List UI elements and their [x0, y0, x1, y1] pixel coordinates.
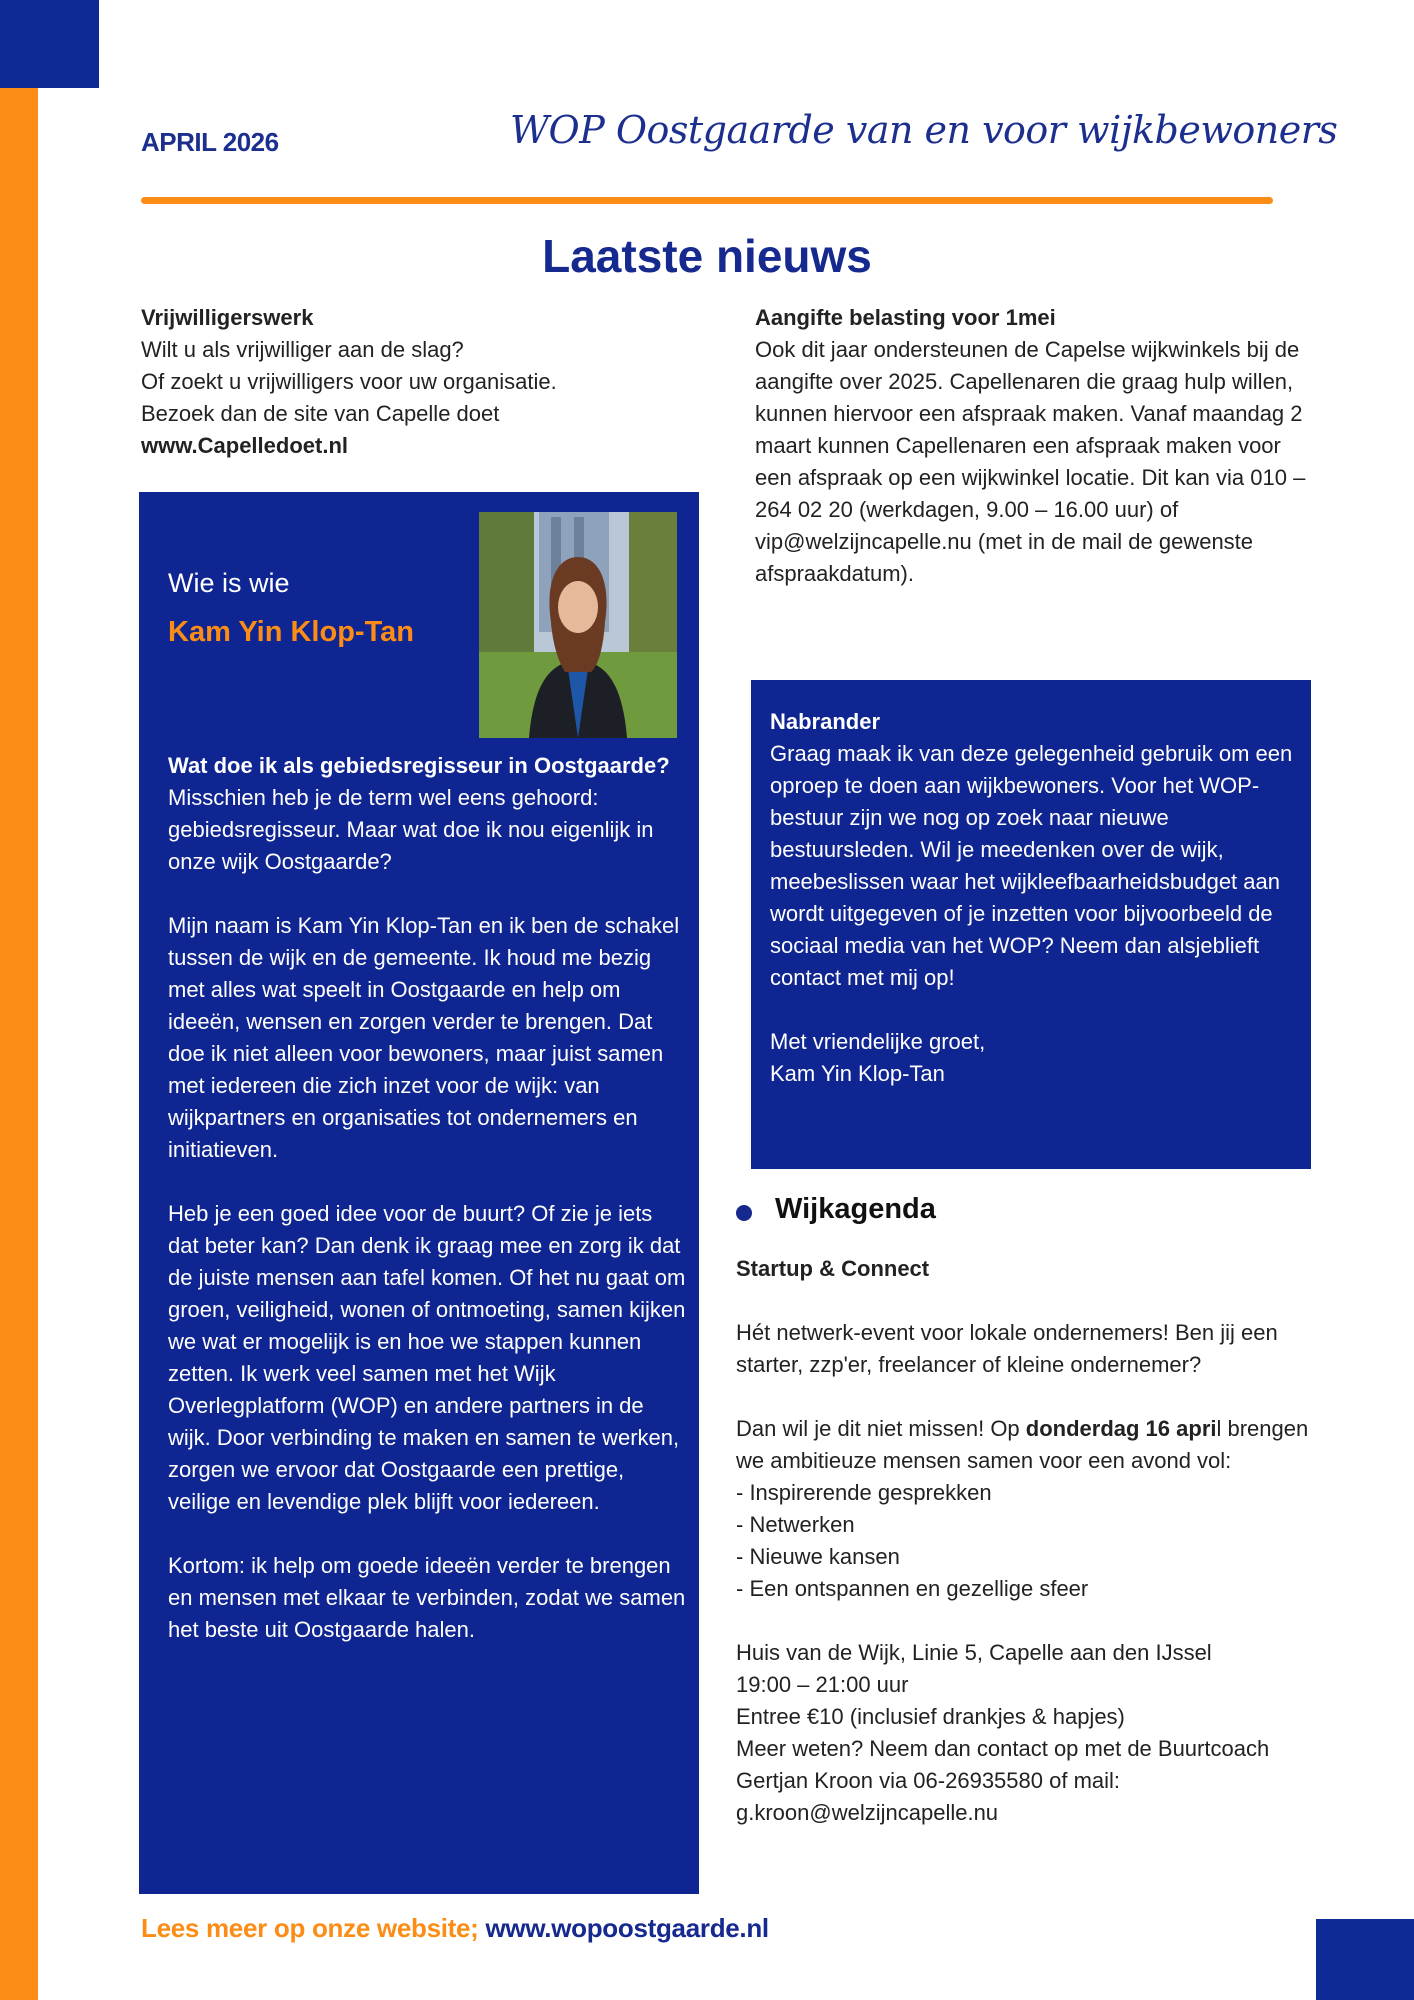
nabrander-heading: Nabrander	[770, 709, 881, 734]
profile-paragraph: Heb je een goed idee voor de buurt? Of zie je iets dat beter kan? Dan denk ik graag mee en zorg ik dat de juiste mensen aan tafel komen. Of het nu gaat om groen, veiligheid, wonen of ontmoeting, samen kijken we wat er mogelijk is en hoe we stappen kunnen zetten. Ik werk veel samen met het Wijk Overlegplatform (WOP) en andere partners in de wijk. Door verbinding te maken en samen te werken, zorgen we ervoor dat Oostgaarde een prettige, veilige en levendige plek blijft voor iedereen.	[168, 1201, 686, 1514]
website-link[interactable]: www.wopoostgaarde.nl	[485, 1913, 769, 1943]
profile-text	[168, 750, 688, 1646]
profile-paragraph: Misschien heb je de term wel eens gehoord: gebiedsregisseur. Maar wat doe ik nou eigenlijk in onze wijk Oostgaarde?	[168, 785, 654, 874]
text-line: Wilt u als vrijwilliger aan de slag?	[141, 337, 464, 362]
nabrander-signature: Kam Yin Klop-Tan	[770, 1061, 945, 1086]
event-invite	[736, 1413, 1316, 1477]
section-heading: Vrijwilligerswerk	[141, 305, 314, 330]
event-contact: Meer weten? Neem dan contact op met de Buurtcoach Gertjan Kroon via 06-26935580 of mail: g.kroon@welzijncapelle.nu	[736, 1736, 1270, 1825]
masthead-title: WOP Oostgaarde van en voor wijkbewoners	[510, 108, 1338, 152]
profile-paragraph: Mijn naam is Kam Yin Klop-Tan en ik ben de schakel tussen de wijk en de gemeente. Ik houd me bezig met alles wat speelt in Oostgaarde en help om ideeën, wensen en zorgen verder te brengen. Dat doe ik niet alleen voor bewoners, maar juist samen met iedereen die zich inzet voor de wijk: van wijkpartners en organisaties tot ondernemers en initiatieven.	[168, 913, 680, 1162]
wijkagenda-heading: Wijkagenda	[775, 1193, 936, 1225]
event-location: Huis van de Wijk, Linie 5, Capelle aan den IJssel	[736, 1640, 1212, 1665]
nabrander-text	[770, 706, 1300, 1090]
event-time: 19:00 – 21:00 uur	[736, 1672, 909, 1697]
event-invite-rest: l brengen we ambitieuze mensen samen voor een avond vol:	[736, 1416, 1309, 1473]
issue-date: APRIL 2026	[141, 127, 279, 157]
footer-lead: Lees meer op onze website;	[141, 1913, 479, 1943]
capelledoet-link[interactable]: www.Capelledoet.nl	[141, 433, 348, 458]
nabrander-closing: Met vriendelijke groet,	[770, 1029, 986, 1054]
vrijwilligerswerk-section	[141, 302, 701, 462]
wijkagenda-text	[736, 1253, 1316, 1829]
profile-paragraph: Kortom: ik help om goede ideeën verder te brengen en mensen met elkaar te verbinden, zodat we samen het beste uit Oostgaarde halen.	[168, 1553, 686, 1642]
text-line: Bezoek dan de site van Capelle doet	[141, 401, 500, 426]
event-date: donderdag 16 apri	[1025, 1416, 1217, 1441]
text-line: Of zoekt u vrijwilligers voor uw organisatie.	[141, 369, 557, 394]
list-item: - Een ontspannen en gezellige sfeer	[736, 1576, 1089, 1601]
corner-block-top-left	[0, 0, 99, 88]
section-body: Ook dit jaar ondersteunen de Capelse wijkwinkels bij de aangifte over 2025. Capellenaren die graag hulp willen, kunnen hiervoor een afspraak maken. Vanaf maandag 2 maart kunnen Capellenaren een afspraak maken voor een afspraak op een wijkwinkel locatie. Dit kan via 010 – 264 02 20 (werkdagen, 9.00 – 16.00 uur) of vip@welzijncapelle.nu (met in de mail de gewenste afspraakdatum).	[755, 337, 1306, 586]
wie-is-wie-label: Wie is wie	[168, 568, 290, 598]
list-item: - Nieuwe kansen	[736, 1544, 900, 1569]
left-orange-stripe	[0, 0, 38, 2000]
bullet-icon	[736, 1205, 752, 1221]
corner-block-bottom-right	[1316, 1919, 1414, 2000]
profile-photo	[479, 512, 677, 738]
header-divider	[141, 197, 1273, 204]
event-invite-start: Dan wil je dit niet missen! Op	[736, 1416, 1026, 1441]
footer	[141, 1913, 769, 1944]
person-name: Kam Yin Klop-Tan	[168, 616, 414, 648]
aangifte-section	[755, 302, 1315, 590]
page-title: Laatste nieuws	[542, 230, 872, 282]
event-title: Startup & Connect	[736, 1256, 930, 1281]
list-item: - Inspirerende gesprekken	[736, 1480, 992, 1505]
event-intro: Hét netwerk-event voor lokale ondernemers! Ben jij een starter, zzp'er, freelancer of kleine ondernemer?	[736, 1320, 1278, 1377]
nabrander-body: Graag maak ik van deze gelegenheid gebruik om een oproep te doen aan wijkbewoners. Voor het WOP-bestuur zijn we nog op zoek naar nieuwe bestuursleden. Wil je meedenken over de wijk, meebeslissen waar het wijkleefbaarheidsbudget aan wordt uitgegeven of je inzetten voor bijvoorbeeld de sociaal media van het WOP? Neem dan alsjeblieft contact met mij op!	[770, 741, 1293, 990]
section-heading: Aangifte belasting voor 1mei	[755, 305, 1056, 330]
event-price: Entree €10 (inclusief drankjes & hapjes)	[736, 1704, 1125, 1729]
list-item: - Netwerken	[736, 1512, 855, 1537]
profile-question: Wat doe ik als gebiedsregisseur in Oostgaarde?	[168, 753, 670, 778]
